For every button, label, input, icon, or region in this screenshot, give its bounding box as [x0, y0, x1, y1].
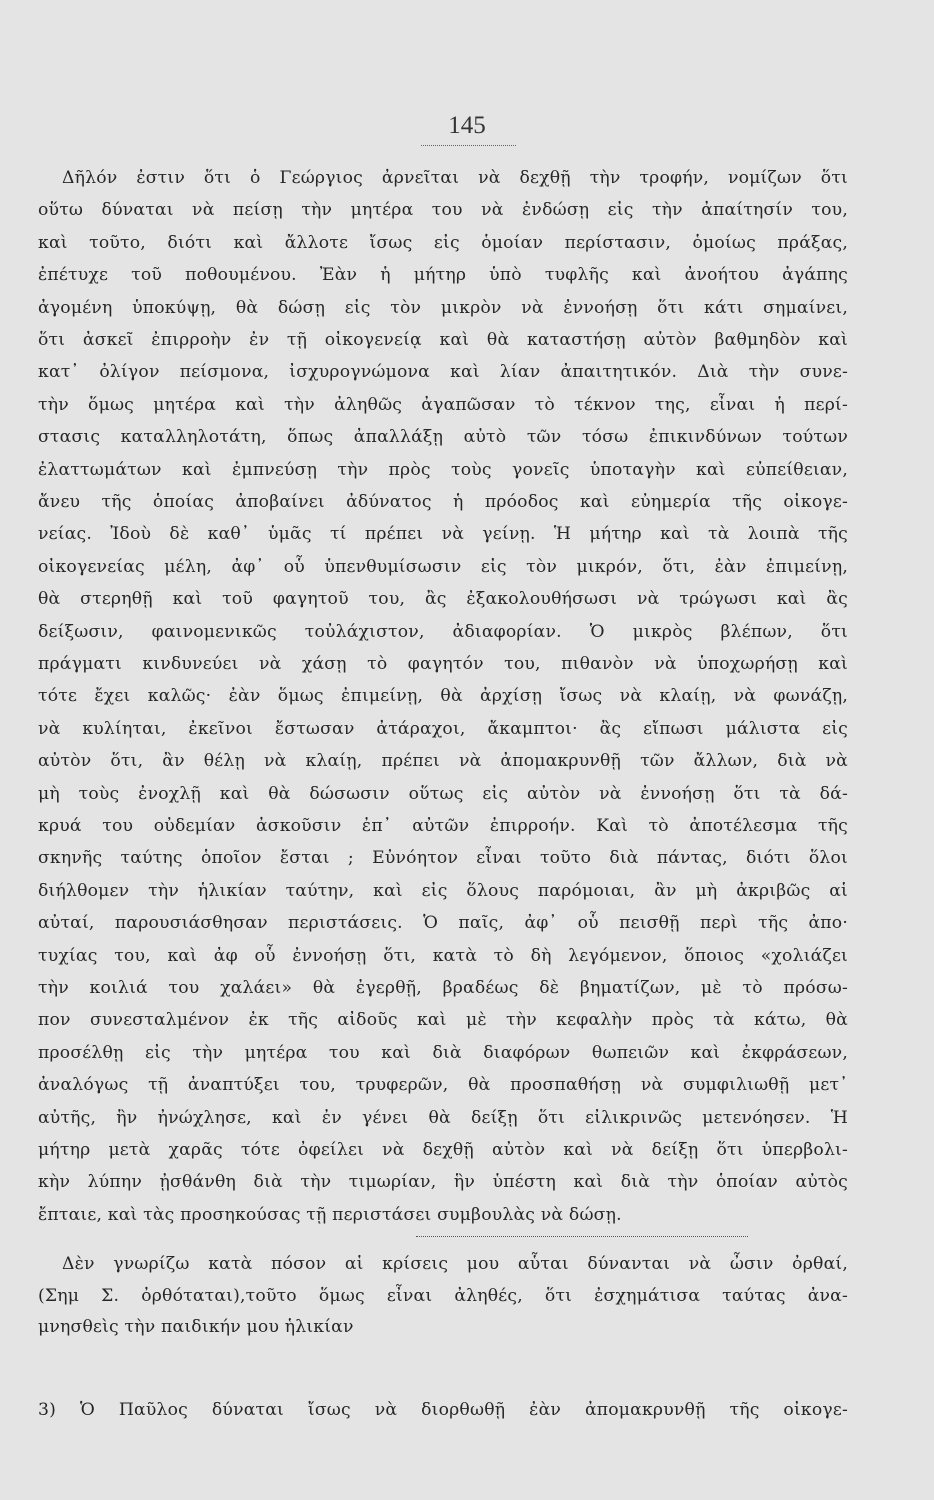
text-line: προσέλθῃ εἰς τὴν μητέρα του καὶ διὰ διαφόρων θωπειῶν καὶ ἐκφράσεων,	[38, 1042, 848, 1063]
text-line: αὐτῆς, ἣν ἠνώχλησε, καὶ ἐν γένει θὰ δείξῃ ὅτι εἰλικρινῶς μετενόησεν. Ἡ	[38, 1107, 848, 1128]
text-line: μὴ τοὺς ἐνοχλῇ καὶ θὰ δώσωσιν οὕτως εἰς αὐτὸν νὰ ἐννοήσῃ ὅτι τὰ δά-	[38, 783, 848, 804]
text-line: πον συνεσταλμένον ἐκ τῆς αἰδοῦς καὶ μὲ τὴν κεφαλὴν πρὸς τὰ κάτω, θὰ	[38, 1010, 848, 1031]
text-line: αὐτὸν ὅτι, ἂν θέλῃ νὰ κλαίῃ, πρέπει νὰ ἀπομακρυνθῇ τῶν ἄλλων, διὰ νὰ	[38, 751, 848, 772]
text-line: δείξωσιν, φαινομενικῶς τοὐλάχιστον, ἀδιαφορίαν. Ὁ μικρὸς βλέπων, ὅτι	[38, 621, 848, 642]
text-line: θὰ στερηθῇ καὶ τοῦ φαγητοῦ του, ἂς ἐξακολουθήσωσι νὰ τρώγωσι καὶ ἂς	[38, 589, 848, 610]
text-line: Δὲν γνωρίζω κατὰ πόσον αἱ κρίσεις μου αὗται δύνανται νὰ ὦσιν ὀρθαί,	[62, 1254, 848, 1274]
page-number-rule	[421, 145, 516, 146]
text-line: σκηνῆς ταύτης ὁποῖον ἔσται ; Εὐνόητον εἶναι τοῦτο διὰ πάντας, διότι ὅλοι	[38, 848, 848, 869]
text-line: ἐπέτυχε τοῦ ποθουμένου. Ἐὰν ἡ μήτηρ ὑπὸ τυφλῆς καὶ ἀνοήτου ἀγάπης	[38, 265, 848, 286]
text-line: (Σημ Σ. ὀρθόταται),τοῦτο ὅμως εἶναι ἀληθές, ὅτι ἐσχημάτισα ταύτας ἀνα-	[38, 1285, 848, 1306]
text-line: ἀγομένη ὑποκύψῃ, θὰ δώσῃ εἰς τὸν μικρὸν νὰ ἐννοήσῃ ὅτι κάτι σημαίνει,	[38, 297, 848, 318]
text-line: μήτηρ μετὰ χαρᾶς τότε ὀφείλει νὰ δεχθῇ αὐτὸν καὶ νὰ δείξῃ ὅτι ὑπερβολι-	[38, 1140, 848, 1160]
text-line: τὴν ὅμως μητέρα καὶ τὴν ἀληθῶς ἀγαπῶσαν τὸ τέκνον της, εἶναι ἡ περί-	[38, 394, 848, 415]
text-line: 3) Ὁ Παῦλος δύναται ἴσως νὰ διορθωθῇ ἐὰν ἀπομακρυνθῇ τῆς οἰκογε-	[38, 1400, 848, 1420]
text-line: πράγματι κινδυνεύει νὰ χάσῃ τὸ φαγητόν του, πιθανὸν νὰ ὑποχωρήσῃ καὶ	[38, 654, 848, 674]
text-line: οὕτω δύναται νὰ πείσῃ τὴν μητέρα του νὰ ἐνδώσῃ εἰς τὴν ἀπαίτησίν του,	[38, 200, 848, 221]
text-line: τότε ἔχει καλῶς· ἐὰν ὅμως ἐπιμείνῃ, θὰ ἀρχίσῃ ἴσως νὰ κλαίῃ, νὰ φωνάζῃ,	[38, 686, 848, 707]
text-line: οἰκογενείας μέλη, ἀφ᾽ οὗ ὑπενθυμίσωσιν εἰς τὸν μικρόν, ὅτι, ἐὰν ἐπιμείνῃ,	[38, 556, 848, 577]
page-number: 145	[448, 112, 486, 139]
text-line: νείας. Ἰδοὺ δὲ καθ᾽ ὑμᾶς τί πρέπει νὰ γείνῃ. Ἡ μήτηρ καὶ τὰ λοιπὰ τῆς	[38, 524, 848, 545]
text-line: ἀναλόγως τῇ ἀναπτύξει του, τρυφερῶν, θὰ προσπαθήσῃ νὰ συμφιλιωθῇ μετ᾽	[38, 1075, 848, 1096]
text-line: διήλθομεν τὴν ἡλικίαν ταύτην, καὶ εἰς ὅλους παρόμοιαι, ἂν μὴ ἀκριβῶς αἱ	[38, 880, 848, 901]
text-line: ἄνευ τῆς ὁποίας ἀποβαίνει ἀδύνατος ἡ πρόοδος καὶ εὐημερία τῆς οἰκογε-	[38, 492, 848, 512]
text-line: νὰ κυλίηται, ἐκεῖνοι ἔστωσαν ἀτάραχοι, ἄκαμπτοι· ἂς εἴπωσι μάλιστα εἰς	[38, 718, 848, 739]
text-line: κὴν λύπην ᾐσθάνθη διὰ τὴν τιμωρίαν, ἣν ὑπέστη καὶ διὰ τὴν ὁποίαν αὐτὸς	[38, 1172, 848, 1193]
text-line: ἔπταιε, καὶ τὰς προσηκούσας τῇ περιστάσει συμβουλὰς νὰ δώσῃ.	[38, 1204, 622, 1225]
text-line: Δῆλόν ἐστιν ὅτι ὁ Γεώργιος ἀρνεῖται νὰ δεχθῇ τὴν τροφήν, νομίζων ὅτι	[62, 168, 848, 188]
text-line: καὶ τοῦτο, διότι καὶ ἄλλοτε ἴσως εἰς ὁμοίαν περίστασιν, ὁμοίως πράξας,	[38, 232, 848, 253]
text-line: τὴν κοιλιά του χαλάει» θὰ ἐγερθῇ, βραδέως δὲ βηματίζων, μὲ τὸ πρόσω-	[38, 978, 848, 998]
section-rule	[416, 1236, 748, 1237]
text-line: κατ᾽ ὀλίγον πείσμονα, ἰσχυρογνώμονα καὶ λίαν ἀπαιτητικόν. Διὰ τὴν συνε-	[38, 362, 848, 383]
text-line: αὐταί, παρουσιάσθησαν περιστάσεις. Ὁ παῖς, ἀφ᾽ οὗ πεισθῇ περὶ τῆς ἀπο·	[38, 913, 848, 934]
text-line: τυχίας του, καὶ ἀφ οὗ ἐννοήσῃ ὅτι, κατὰ τὸ δὴ λεγόμενον, ὅποιος «χολιάζει	[38, 945, 848, 966]
text-line: ἐλαττωμάτων καὶ ἐμπνεύσῃ τὴν πρὸς τοὺς γονεῖς ὑποταγὴν καὶ εὐπείθειαν,	[38, 459, 848, 480]
text-line: κρυά του οὐδεμίαν ἀσκοῦσιν ἐπ᾽ αὐτῶν ἐπιρροήν. Καὶ τὸ ἀποτέλεσμα τῆς	[38, 816, 848, 836]
text-line: στασις καταλληλοτάτη, ὅπως ἀπαλλάξῃ αὐτὸ τῶν τόσω ἐπικινδύνων τούτων	[38, 427, 848, 448]
text-line: ὅτι ἀσκεῖ ἐπιρροὴν ἐν τῇ οἰκογενείᾳ καὶ θὰ καταστήσῃ αὐτὸν βαθμηδὸν καὶ	[38, 330, 848, 350]
text-line: μνησθεὶς τὴν παιδικήν μου ἡλικίαν	[38, 1317, 354, 1337]
